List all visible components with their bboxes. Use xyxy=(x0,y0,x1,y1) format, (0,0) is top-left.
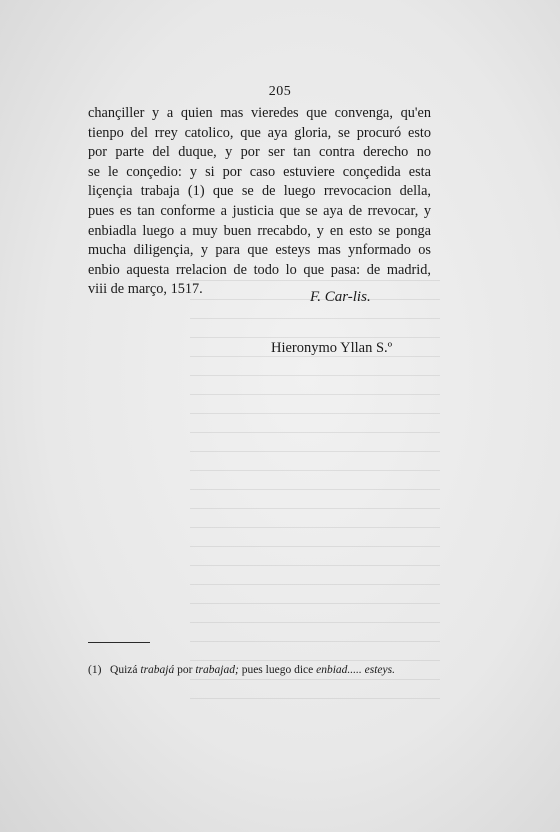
body-line: pues es tan conforme a justicia que se aya de rrevocar, y xyxy=(88,202,431,219)
footnote-marker: (1) xyxy=(88,664,102,676)
signature-f-carlis: F. Car-lis. xyxy=(310,289,371,305)
footnote xyxy=(88,664,438,676)
bleed-through-text xyxy=(190,268,440,708)
signature-hieronymo-yllan: Hieronymo Yllan S.º xyxy=(271,340,393,356)
body-line: tienpo del rrey catolico, que aya gloria, se procuró esto xyxy=(88,124,431,141)
body-line: enbiadla luego a muy buen rrecabdo, y en esto se ponga xyxy=(88,222,431,239)
body-line: se le conçedio: y si por caso estuviere conçedida esta xyxy=(88,163,431,180)
page-number: 205 xyxy=(268,84,292,99)
footnote-italic: trabajad; xyxy=(195,664,239,676)
footnote-italic: enbiad..... esteys. xyxy=(316,664,395,676)
body-line: liçençia trabaja (1) que se de luego rrevocacion della, xyxy=(88,183,431,200)
body-line: mucha diligençia, y para que esteys mas ynformado os xyxy=(88,242,431,259)
footnote-italic: trabajá xyxy=(140,664,175,676)
footnote-text: por xyxy=(174,664,196,676)
body-line: viii de março, 1517. xyxy=(88,281,203,298)
body-line: enbio aquesta rrelacion de todo lo que pasa: de madrid, xyxy=(88,261,431,278)
footnote-rule xyxy=(88,642,150,643)
body-line: por parte del duque, y por ser tan contra derecho no xyxy=(88,144,431,161)
footnote-text: Quizá xyxy=(110,664,141,676)
footnote-text: pues luego dice xyxy=(238,664,317,676)
body-paragraph xyxy=(88,104,431,300)
body-line: chançiller y a quien mas vieredes que convenga, qu'en xyxy=(88,105,431,121)
